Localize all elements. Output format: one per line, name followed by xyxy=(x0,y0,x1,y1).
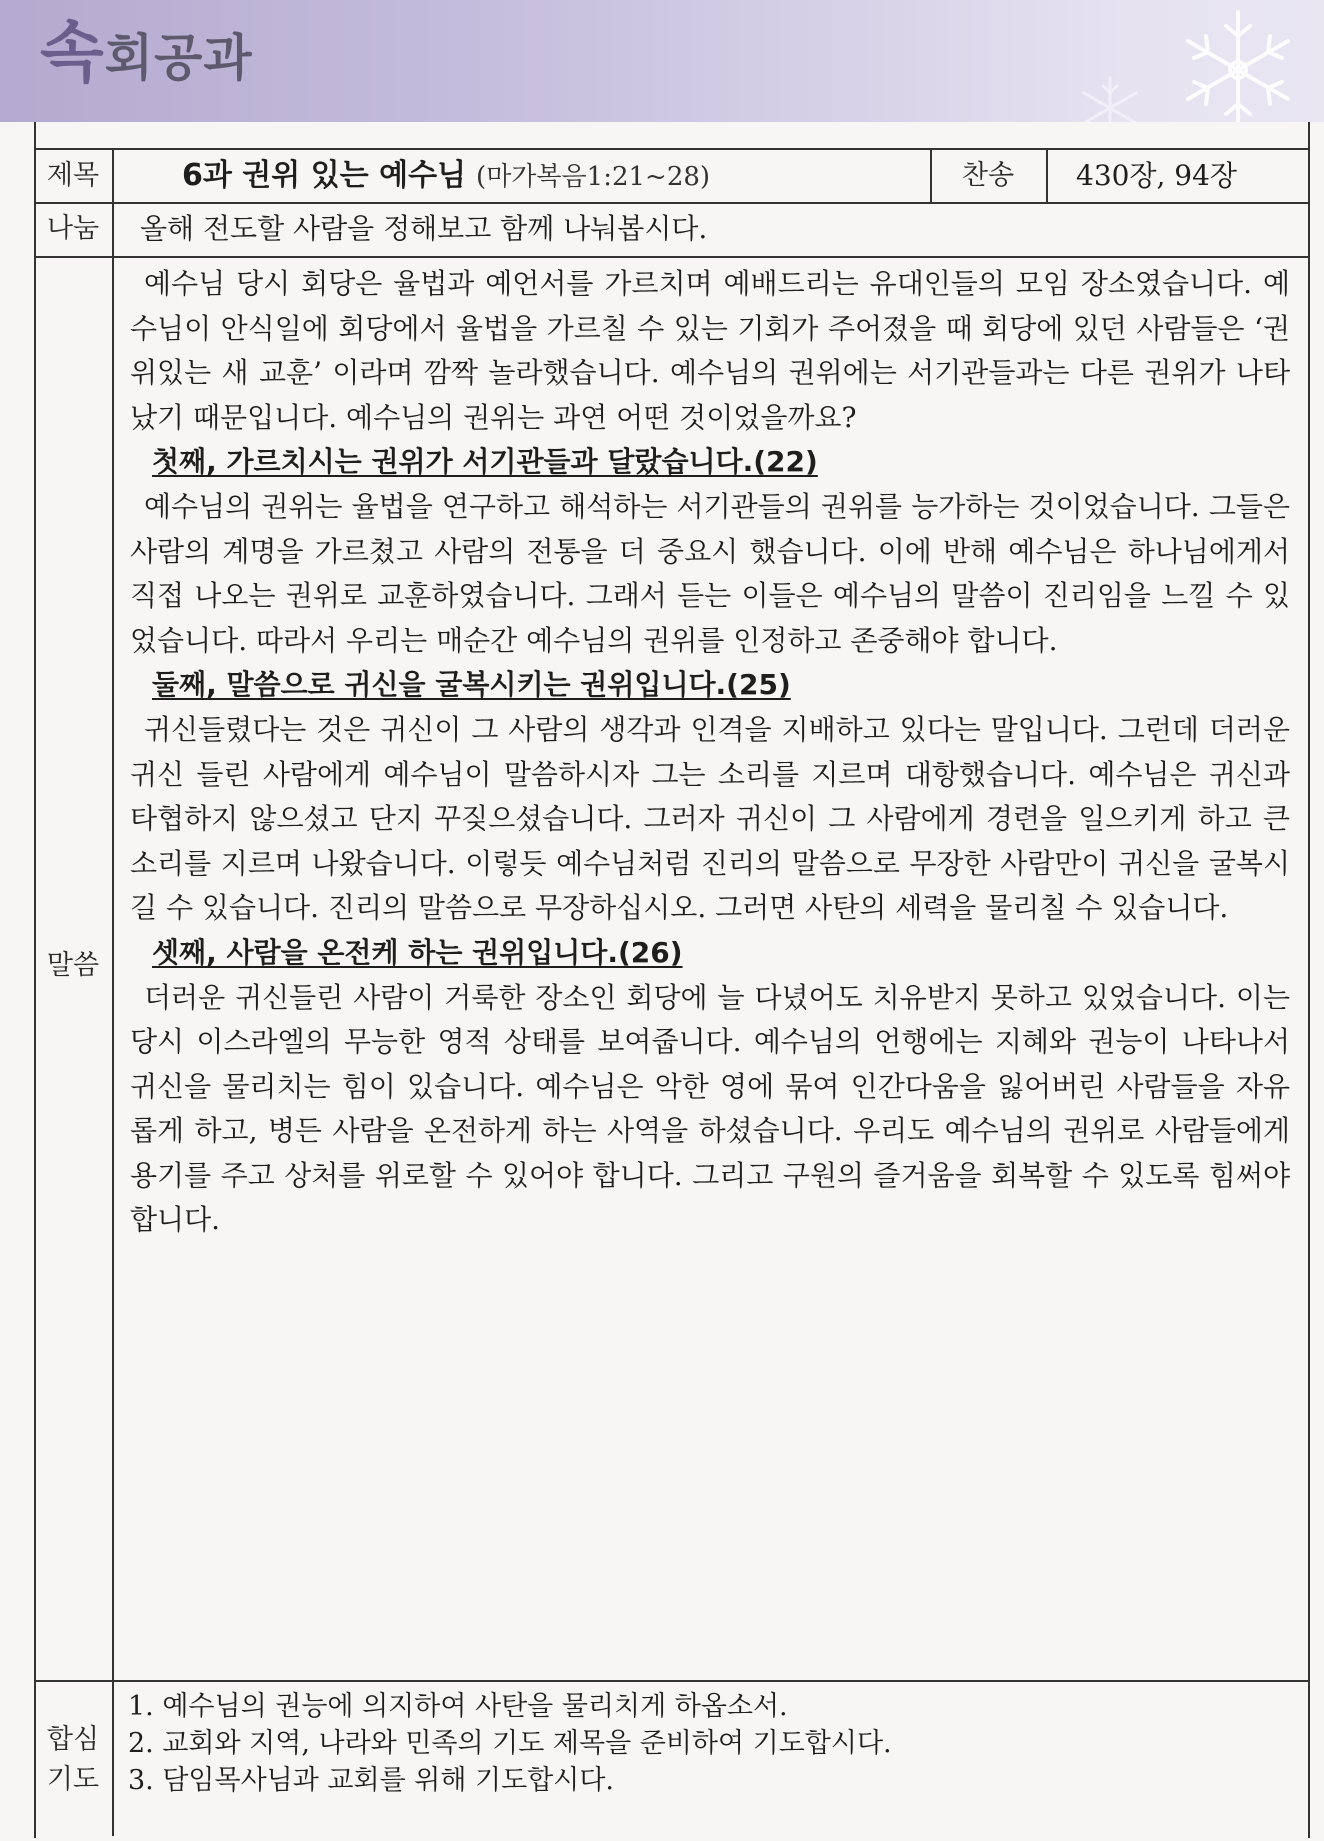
point-3-heading: 셋째, 사람을 온전케 하는 권위입니다.(26) xyxy=(152,935,683,969)
title-row xyxy=(34,148,1308,204)
prayer-item-1: 1. 예수님의 권능에 의지하여 사탄을 물리치게 하옵소서. xyxy=(128,1691,788,1722)
label-prayer xyxy=(34,1720,112,1800)
lesson-title: 6과 권위 있는 예수님 xyxy=(182,158,467,193)
section-title-first-char: 속 xyxy=(40,14,105,91)
section-title xyxy=(40,14,253,93)
sharing-text: 올해 전도할 사람을 정해보고 함께 나눠봅시다. xyxy=(140,212,708,245)
label-prayer-line-2: 기도 xyxy=(46,1764,100,1795)
word-body xyxy=(130,262,1290,1243)
scripture-reference: (마가복음1:21~28) xyxy=(476,162,711,192)
intro-paragraph: 예수님 당시 회당은 율법과 예언서를 가르치며 예배드리는 유대인들의 모임 장소였습니다. 예수님이 안식일에 회당에서 율법을 가르칠 수 있는 기회가 주어졌을 때 회당에 있던 사람들은 ‘권위있는 새 교훈’ 이라며 깜짝 놀라했습니다. 예수님의 권위에는 서기관들과는 다른 권위가 나타났기 때문입니다. 예수님의 권위는 과연 어떤 것이었을까요? xyxy=(130,267,1290,434)
point-1-text: 예수님의 권위는 율법을 연구하고 해석하는 서기관들의 권위를 능가하는 것이었습니다. 그들은 사람의 계명을 가르쳤고 사람의 전통을 더 중요시 했습니다. 이에 반해 예수님은 하나님에게서 직접 나오는 권위로 교훈하였습니다. 그래서 듣는 이들은 예수님의 말씀이 진리임을 느낄 수 있었습니다. 따라서 우리는 매순간 예수님의 권위를 인정하고 존중해야 합니다. xyxy=(130,489,1290,657)
word-row xyxy=(34,258,1308,1682)
label-hymn: 찬송 xyxy=(961,160,1015,191)
point-2-text: 귀신들렸다는 것은 귀신이 그 사람의 생각과 인격을 지배하고 있다는 말입니다. 그런데 더러운 귀신 들린 사람에게 예수님이 말씀하시자 그는 소리를 지르며 대항했습니다. 예수님은 귀신과 타협하지 않으셨고 단지 꾸짖으셨습니다. 그러자 귀신이 그 사람에게 경련을 일으키게 하고 큰 소리를 지르며 나왔습니다. 이렇듯 예수님처럼 진리의 말씀으로 무장한 사람만이 귀신을 굴복시길 수 있습니다. 진리의 말씀으로 무장하십시오. 그러면 사탄의 세력을 물리칠 수 있습니다. xyxy=(130,712,1290,925)
label-sharing: 나눔 xyxy=(46,213,100,244)
label-word: 말씀 xyxy=(46,950,100,981)
header-banner xyxy=(0,0,1324,122)
sharing-row xyxy=(34,202,1308,258)
point-2-heading: 둘째, 말씀으로 귀신을 굴복시키는 권위입니다.(25) xyxy=(152,668,791,702)
prayer-item-3: 3. 담임목사님과 교회를 위해 기도합시다. xyxy=(128,1765,614,1796)
hymn-numbers: 430장, 94장 xyxy=(1076,159,1237,192)
prayer-item-2: 2. 교회와 지역, 나라와 민족의 기도 제목을 준비하여 기도합시다. xyxy=(128,1728,892,1759)
label-prayer-line-1: 합심 xyxy=(46,1724,100,1755)
point-3-text: 더러운 귀신들린 사람이 거룩한 장소인 회당에 늘 다녔어도 치유받지 못하고 있었습니다. 이는 당시 이스라엘의 무능한 영적 상태를 보여줍니다. 예수님의 언행에는 지혜와 권능이 나타나서 귀신을 물리치는 힘이 있습니다. 예수님은 악한 영에 묶여 인간다움을 잃어버린 사람들을 자유롭게 하고, 병든 사람을 온전하게 하는 사역을 하셨습니다. 우리도 예수님의 권위로 사람들에게 용기를 주고 상처를 위로할 수 있어야 합니다. 그리고 구원의 즐거움을 회복할 수 있도록 힘써야 합니다. xyxy=(130,980,1290,1237)
point-1-heading: 첫째, 가르치시는 권위가 서기관들과 달랐습니다.(22) xyxy=(152,445,818,479)
snowflake-icon-small xyxy=(1070,68,1150,122)
prayer-row xyxy=(34,1682,1308,1836)
prayer-list xyxy=(128,1688,892,1799)
section-title-rest: 회공과 xyxy=(104,29,253,87)
label-title: 제목 xyxy=(46,160,100,191)
lesson-title-cell xyxy=(182,156,710,197)
